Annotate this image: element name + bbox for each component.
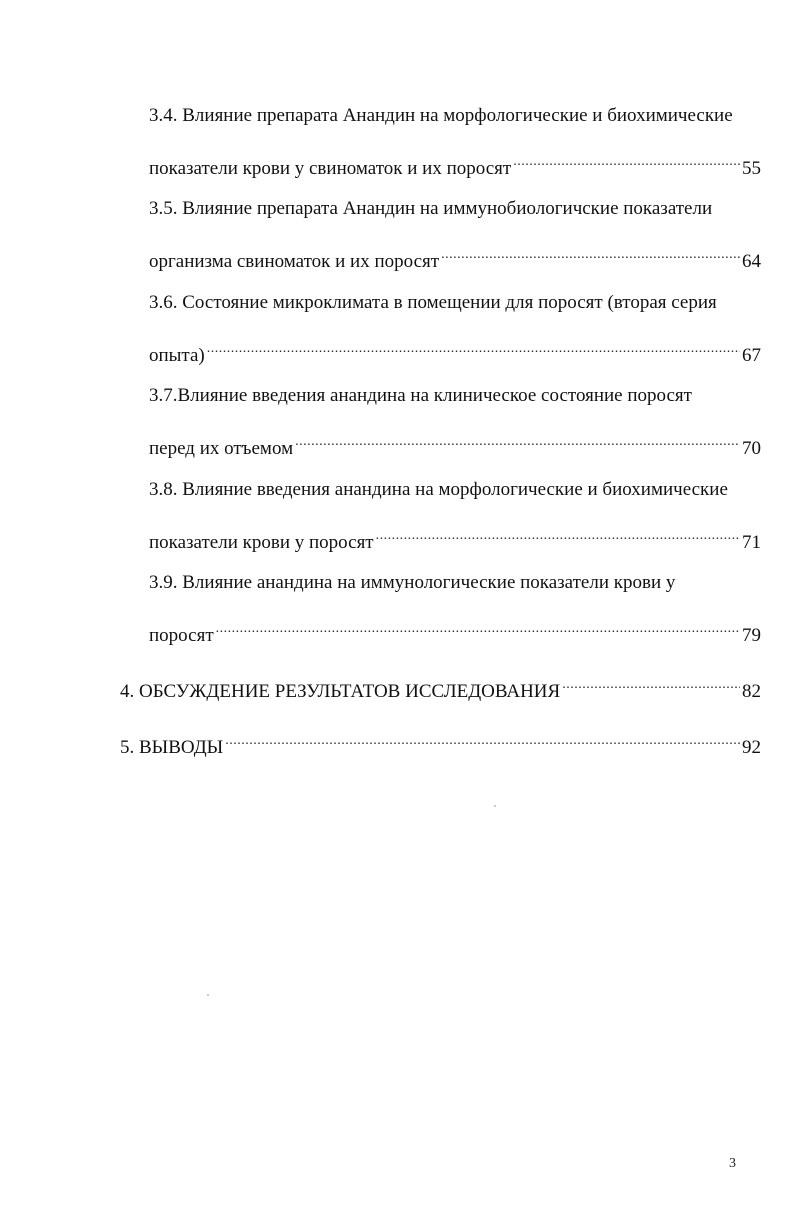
toc-entry-3-9-line1 [149, 571, 761, 595]
toc-entry-3-8-line2[interactable] [149, 524, 761, 555]
toc-entry-3-7-line2[interactable] [149, 430, 761, 461]
toc-entry-3-4-line1 [149, 104, 761, 128]
dot-leader [216, 617, 740, 641]
dot-leader [441, 243, 740, 267]
toc-entry-3-7-line1 [149, 384, 761, 408]
toc-entry-text: 3.5. Влияние препарата Анандин на иммунобиологичские показатели [149, 198, 713, 219]
toc-entry-3-6-line1 [149, 291, 761, 315]
dot-leader [562, 673, 740, 697]
toc-page-number: 70 [742, 438, 761, 459]
dot-leader [207, 337, 740, 361]
dot-leader [295, 430, 740, 454]
toc-entry-text: перед их отъемом [149, 438, 294, 459]
toc-entry-text: организма свиноматок и их поросят [149, 251, 440, 272]
toc-entry-text: поросят [149, 625, 214, 646]
toc-entry-text: опыта) [149, 345, 205, 366]
toc-entry-3-5-line2[interactable] [149, 243, 761, 274]
toc-entry-text: 3.7.Влияние введения анандина на клиническое состояние поросят [149, 385, 692, 406]
toc-entry-3-9-line2[interactable] [149, 617, 761, 648]
dot-leader [513, 150, 740, 174]
page-number: 3 [729, 1156, 736, 1171]
toc-page-number: 92 [742, 737, 761, 758]
toc-chapter-4[interactable] [120, 673, 761, 704]
toc-entry-text: 3.8. Влияние введения анандина на морфологические и биохимические [149, 479, 728, 500]
toc-chapter-title: 5. ВЫВОДЫ [120, 737, 224, 758]
scan-speck [494, 805, 496, 807]
toc-entry-3-8-line1 [149, 478, 761, 502]
toc-entry-3-6-line2[interactable] [149, 337, 761, 368]
dot-leader [225, 729, 740, 753]
toc-entry-text: показатели крови у поросят [149, 532, 374, 553]
toc-chapter-title: 4. ОБСУЖДЕНИЕ РЕЗУЛЬТАТОВ ИССЛЕДОВАНИЯ [120, 681, 561, 702]
toc-entry-text: показатели крови у свиноматок и их поросят [149, 158, 512, 179]
toc-entry-text: 3.9. Влияние анандина на иммунологические показатели крови у [149, 572, 676, 593]
toc-entry-text: 3.4. Влияние препарата Анандин на морфологические и биохимические [149, 105, 733, 126]
scan-speck [207, 994, 209, 996]
toc-entry-3-5-line1 [149, 197, 761, 221]
toc-page-number: 55 [742, 158, 761, 179]
toc-page-number: 82 [742, 681, 761, 702]
toc-page-number: 79 [742, 625, 761, 646]
dot-leader [376, 524, 740, 548]
toc-page-number: 67 [742, 345, 761, 366]
toc-entry-text: 3.6. Состояние микроклимата в помещении для поросят (вторая серия [149, 292, 717, 313]
toc-chapter-5[interactable] [120, 729, 761, 760]
toc-page-number: 71 [742, 532, 761, 553]
toc-page-number: 64 [742, 251, 761, 272]
toc-entry-3-4-line2[interactable] [149, 150, 761, 181]
